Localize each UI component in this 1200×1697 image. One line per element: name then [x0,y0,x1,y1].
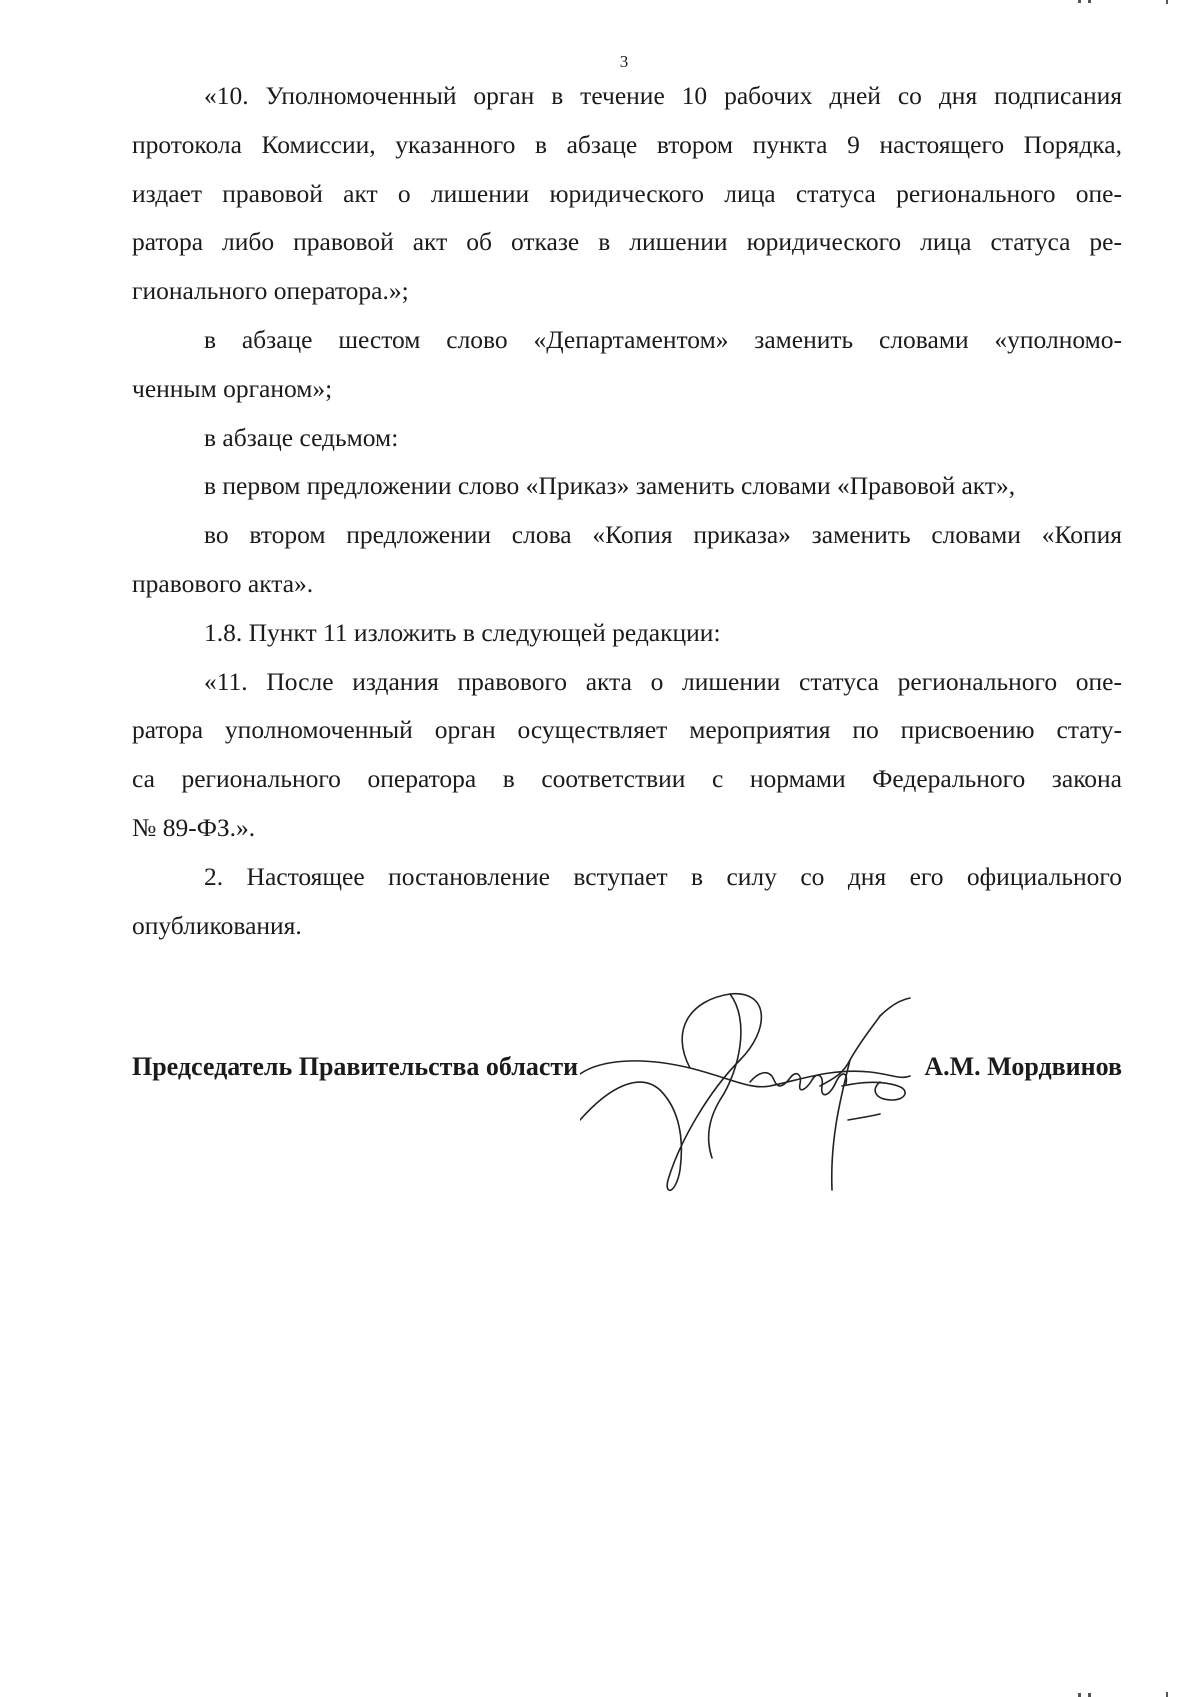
text-line: гионального оператора.»; [132,276,409,306]
paragraph-abzac-6 [132,316,1122,414]
signer-title: Председатель Правительства области [132,1052,579,1081]
text-line: 2. Настоящее постановление вступает в силу со дня его официального [204,861,1122,891]
text-line: в абзаце седьмом: [204,422,399,452]
scan-edge-mark [1088,0,1091,3]
page-number: 3 [619,52,629,71]
signer-name: А.М. Мордвинов [924,1052,1122,1081]
text-line: 1.8. Пункт 11 изложить в следующей редакции: [204,617,721,647]
text-line: во втором предложении слова «Копия приказа» заменить словами «Копия [204,520,1122,550]
paragraph-11 [132,658,1122,853]
text-line: № 89-ФЗ.». [132,812,256,842]
text-line: в первом предложении слово «Приказ» заменить словами «Правовой акт», [204,471,1016,501]
text-line: «10. Уполномоченный орган в течение 10 рабочих дней со дня подписания [204,81,1122,110]
paragraph-second-sentence [132,511,1122,609]
text-line: опубликования. [132,910,302,940]
paragraph-first-sentence [132,462,1122,511]
text-line: ратора либо правовой акт об отказе в лишении юридического лица статуса ре- [132,227,1122,257]
scan-edge-mark [1088,1693,1091,1697]
paragraph-abzac-7 [132,414,1122,463]
text-line: издает правовой акт о лишении юридического лица статуса регионального опе- [132,178,1122,208]
scan-edge-mark [1166,0,1168,4]
text-line: ченным органом»; [132,373,333,403]
paragraph-2 [132,853,1122,951]
text-line: ратора уполномоченный орган осуществляет мероприятия по присвоению стату- [132,715,1122,745]
handwritten-signature [580,990,940,1200]
scan-edge-mark [1078,0,1081,3]
text-line: правового акта». [132,568,314,598]
text-line: «11. После издания правового акта о лишении статуса регионального опе- [204,666,1122,696]
text-line: протокола Комиссии, указанного в абзаце втором пункта 9 настоящего Порядка, [132,129,1122,159]
text-line: са регионального оператора в соответствии с нормами Федерального закона [132,764,1122,794]
scan-edge-mark [1078,1693,1081,1697]
text-line: в абзаце шестом слово «Департаментом» заменить словами «уполномо- [204,324,1122,354]
document-body [132,72,1122,950]
paragraph-10 [132,72,1122,316]
paragraph-1-8 [132,609,1122,658]
scan-edge-mark [1166,1692,1168,1697]
